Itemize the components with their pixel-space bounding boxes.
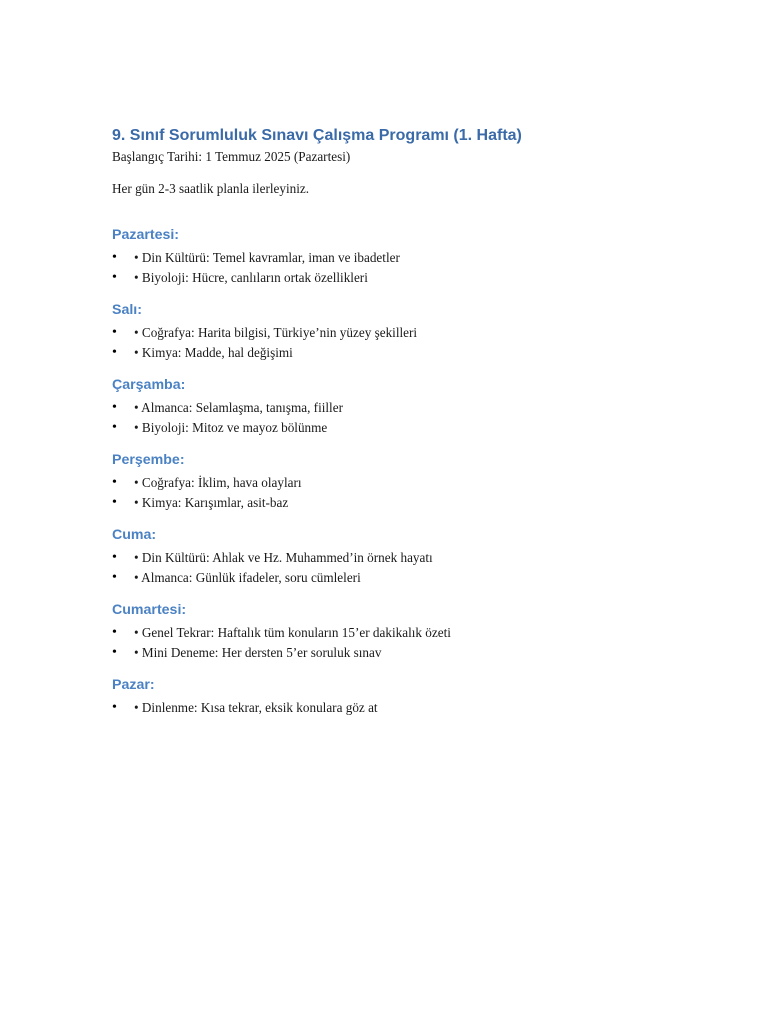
task-text: • Genel Tekrar: Haftalık tüm konuların 15’er dakikalık özeti — [134, 625, 451, 640]
task-list — [112, 248, 768, 287]
day-section-sali — [112, 301, 768, 362]
bullet-icon: • — [112, 269, 117, 285]
start-date: Başlangıç Tarihi: 1 Temmuz 2025 (Pazartesi) — [112, 149, 351, 164]
day-section-cumartesi — [112, 601, 768, 662]
bullet-icon: • — [112, 250, 117, 265]
task-list — [112, 473, 768, 512]
task-text: • Kimya: Karışımlar, asit-baz — [134, 494, 289, 510]
bullet-icon: • — [112, 550, 117, 565]
bullet-icon: • — [112, 325, 117, 340]
list-item — [112, 323, 768, 343]
list-item — [112, 623, 768, 643]
list-item — [112, 248, 768, 268]
list-item — [112, 568, 768, 588]
day-section-cuma — [112, 526, 768, 587]
bullet-icon: • — [112, 625, 117, 640]
bullet-icon: • — [112, 494, 117, 510]
day-heading: Pazar: — [112, 677, 155, 693]
day-section-pazar — [112, 676, 768, 718]
list-item — [112, 643, 768, 663]
task-text: • Almanca: Günlük ifadeler, soru cümleleri — [134, 569, 361, 585]
day-heading: Salı: — [112, 302, 142, 318]
bullet-icon: • — [112, 400, 117, 415]
day-section-persembe — [112, 451, 768, 512]
bullet-icon: • — [112, 344, 117, 360]
task-list — [112, 323, 768, 362]
list-item — [112, 343, 768, 363]
task-list — [112, 623, 768, 662]
day-heading: Cuma: — [112, 527, 157, 543]
list-item — [112, 418, 768, 438]
bullet-icon: • — [112, 475, 117, 490]
task-text: • Mini Deneme: Her dersten 5’er soruluk sınav — [134, 644, 382, 660]
task-text: • Kimya: Madde, hal değişimi — [134, 344, 293, 360]
list-item — [112, 698, 768, 718]
list-item — [112, 268, 768, 288]
task-list — [112, 548, 768, 587]
task-text: • Almanca: Selamlaşma, tanışma, fiiller — [134, 400, 343, 415]
list-item — [112, 548, 768, 568]
task-text: • Biyoloji: Mitoz ve mayoz bölünme — [134, 419, 328, 435]
bullet-icon: • — [112, 644, 117, 660]
list-item — [112, 398, 768, 418]
day-heading: Perşembe: — [112, 452, 185, 468]
task-text: • Biyoloji: Hücre, canlıların ortak özellikleri — [134, 269, 368, 285]
task-list — [112, 698, 768, 718]
day-section-carsamba — [112, 376, 768, 437]
list-item — [112, 493, 768, 513]
bullet-icon: • — [112, 419, 117, 435]
day-heading: Çarşamba: — [112, 377, 186, 393]
schedule-sections — [112, 226, 768, 718]
task-text: • Din Kültürü: Ahlak ve Hz. Muhammed’in örnek hayatı — [134, 550, 433, 565]
task-text: • Din Kültürü: Temel kavramlar, iman ve ibadetler — [134, 250, 400, 265]
task-text: • Dinlenme: Kısa tekrar, eksik konulara göz at — [134, 700, 378, 715]
task-text: • Coğrafya: İklim, hava olayları — [134, 475, 302, 490]
bullet-icon: • — [112, 569, 117, 585]
day-heading: Pazartesi: — [112, 227, 180, 243]
day-section-pazartesi — [112, 226, 768, 287]
task-text: • Coğrafya: Harita bilgisi, Türkiye’nin yüzey şekilleri — [134, 325, 418, 340]
day-heading: Cumartesi: — [112, 602, 187, 618]
task-list — [112, 398, 768, 437]
document-title: 9. Sınıf Sorumluluk Sınavı Çalışma Programı (1. Hafta) — [112, 127, 522, 144]
list-item — [112, 473, 768, 493]
intro-text: Her gün 2-3 saatlik planla ilerleyiniz. — [112, 181, 310, 196]
bullet-icon: • — [112, 700, 117, 715]
